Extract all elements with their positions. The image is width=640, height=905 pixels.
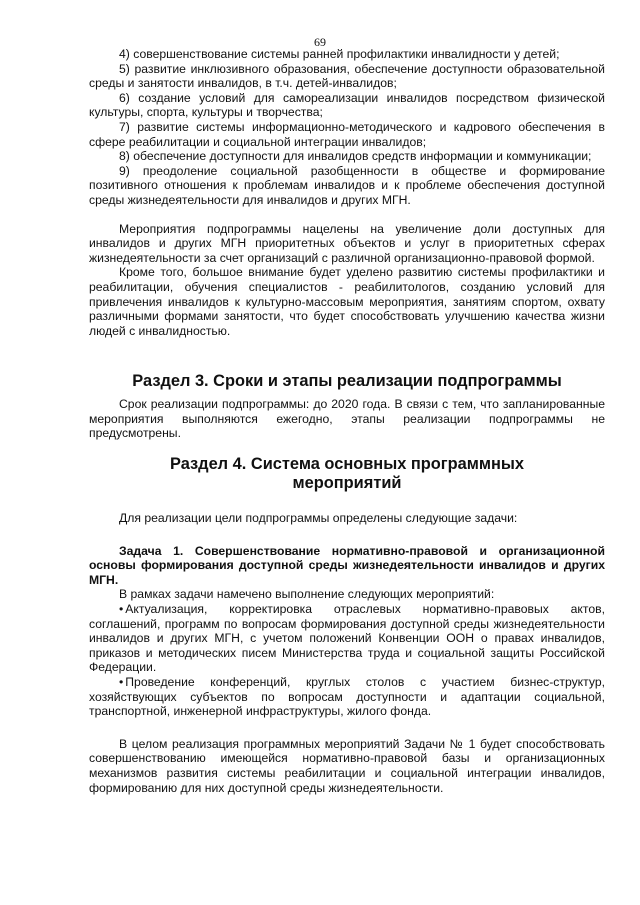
bullet-item-2: • Проведение конференций, круглых столов с участием бизнес-структур, хозяйствующих субъектов по вопросам доступности и адаптации социальной, транспортной, инженерной инфраструктуры, жилого фонда. bbox=[89, 675, 605, 719]
list-item-4: 4) совершенствование системы ранней профилактики инвалидности у детей; bbox=[119, 47, 560, 61]
page-content bbox=[89, 47, 605, 795]
task-1-conclusion: В целом реализация программных мероприятий Задачи № 1 будет способствовать совершенствованию имеющейся нормативно-правовой базы и организационных механизмов развития системы реабилитации и социальной интеграции инвалидов, формированию для них доступной среды жизнедеятельности. bbox=[89, 736, 605, 795]
paragraph-events: Мероприятия подпрограммы нацелены на увеличение доли доступных для инвалидов и других МГН приоритетных объектов и услуг в приоритетных сферах жизнедеятельности за счет организаций с различной организационно-правовой формой. bbox=[89, 221, 605, 265]
list-item-9: 9) преодоление социальной разобщенности в обществе и формирование позитивного отношения к проблемам инвалидов и к проблеме обеспечения доступной среды жизнедеятельности для инвалидов и других МГН. bbox=[89, 163, 605, 207]
list-item-7: 7) развитие системы информационно-методического и кадрового обеспечения в сфере реабилитации и социальной интеграции инвалидов; bbox=[89, 119, 605, 149]
section-4-heading: Раздел 4. Система основных программных мероприятий bbox=[169, 455, 525, 493]
list-item-5: 5) развитие инклюзивного образования, обеспечение доступности образовательной среды и занятости инвалидов, в т.ч. детей-инвалидов; bbox=[89, 61, 605, 91]
list-item-6: 6) создание условий для самореализации инвалидов посредством физической культуры, спорта, культуры и творчества; bbox=[89, 90, 605, 120]
section-3-heading: Раздел 3. Сроки и этапы реализации подпрограммы bbox=[132, 372, 562, 391]
paragraph-besides: Кроме того, большое внимание будет уделено развитию системы профилактики и реабилитации, обучения специалистов - реабилитологов, созданию условий для привлечения инвалидов к культурно-массовым мероприятия, занятиям спортом, охвату различными формами занятости, что будет способствовать улучшению качества жизни людей с инвалидностью. bbox=[89, 265, 605, 338]
page-number: 69 bbox=[314, 35, 326, 49]
section-3-text: Срок реализации подпрограммы: до 2020 года. В связи с тем, что запланированные мероприятия выполняются ежегодно, этапы реализации подпрограммы не предусмотрены. bbox=[89, 397, 605, 441]
section-4-intro: Для реализации цели подпрограммы определены следующие задачи: bbox=[119, 511, 518, 526]
task-1-heading: Задача 1. Совершенствование нормативно-правовой и организационной основы формирования доступной среды жизнедеятельности инвалидов и других МГН. bbox=[89, 543, 605, 587]
bullet-item-1: • Актуализация, корректировка отраслевых нормативно-правовых актов, соглашений, программ по вопросам формирования доступной среды жизнедеятельности инвалидов и других МГН, с учетом положений Конвенции ООН о правах инвалидов, приказов и методических писем Министерства труда и социальной защиты Российской Федерации. bbox=[89, 602, 605, 675]
list-item-8: 8) обеспечение доступности для инвалидов средств информации и коммуникации; bbox=[119, 149, 592, 164]
task-1-intro: В рамках задачи намечено выполнение следующих мероприятий: bbox=[119, 587, 495, 602]
